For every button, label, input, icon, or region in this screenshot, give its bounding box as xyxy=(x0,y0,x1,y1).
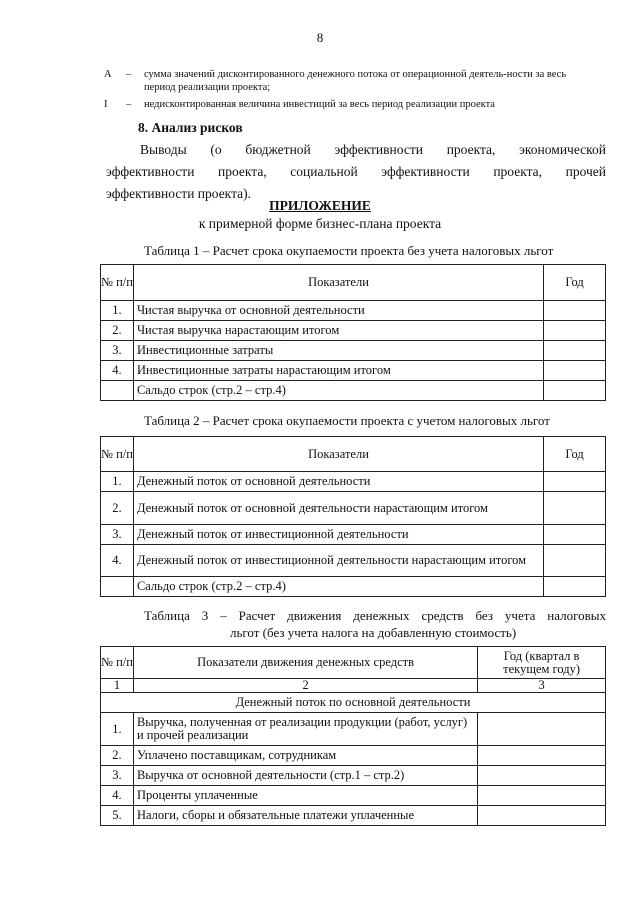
header-indicators: Показатели движения денежных средств xyxy=(133,647,477,679)
row-label: Инвестиционные затраты нарастающим итогом xyxy=(133,361,543,381)
table1-caption: Таблица 1 – Расчет срока окупаемости проекта без учета налоговых льгот xyxy=(144,243,554,258)
appendix-subtitle: к примерной форме бизнес-плана проекта xyxy=(198,216,442,231)
definition-text: сумма значений дисконтированного денежного потока от операционной деятель-ности за весь период реализации проекта; xyxy=(144,69,567,93)
header-indicators: Показатели xyxy=(133,265,543,301)
col-number: 2 xyxy=(133,679,477,693)
row-value xyxy=(544,381,606,401)
header-year: Год (квартал в текущем году) xyxy=(478,647,606,679)
table-row xyxy=(101,746,606,766)
row-num: 4. xyxy=(101,786,134,806)
row-label: Инвестиционные затраты xyxy=(133,341,543,361)
section-row xyxy=(101,693,606,713)
table-row xyxy=(101,545,606,577)
row-num: 3. xyxy=(101,341,134,361)
table-row xyxy=(101,713,606,746)
table2-caption: Таблица 2 – Расчет срока окупаемости проекта с учетом налоговых льгот xyxy=(144,413,550,428)
row-value xyxy=(478,766,606,786)
header-year: Год xyxy=(544,437,606,472)
row-value xyxy=(544,341,606,361)
row-num: 1. xyxy=(101,713,134,746)
table-row xyxy=(101,321,606,341)
row-num: 4. xyxy=(101,545,134,577)
row-label: Чистая выручка нарастающим итогом xyxy=(133,321,543,341)
row-label: Денежный поток от основной деятельности нарастающим итогом xyxy=(133,492,543,525)
row-label: Выручка от основной деятельности (стр.1 – стр.2) xyxy=(133,766,477,786)
table3-caption-line1: Таблица 3 – Расчет движения денежных средств без учета налоговых xyxy=(144,608,606,623)
row-value xyxy=(478,786,606,806)
col-number: 1 xyxy=(101,679,134,693)
row-num: 1. xyxy=(101,301,134,321)
row-label: Сальдо строк (стр.2 – стр.4) xyxy=(133,381,543,401)
definition-symbol: I xyxy=(104,99,108,110)
row-value xyxy=(544,301,606,321)
row-label: Уплачено поставщикам, сотрудникам xyxy=(133,746,477,766)
row-value xyxy=(544,525,606,545)
row-value xyxy=(478,746,606,766)
row-num: 4. xyxy=(101,361,134,381)
table-header-row xyxy=(101,265,606,301)
row-num: 2. xyxy=(101,321,134,341)
row-num: 2. xyxy=(101,746,134,766)
definition-i xyxy=(104,98,584,111)
row-value xyxy=(544,492,606,525)
definition-a xyxy=(104,68,584,94)
row-value xyxy=(544,577,606,597)
row-label: Выручка, полученная от реализации продукции (работ, услуг) и прочей реализации xyxy=(133,713,477,746)
row-label: Денежный поток от инвестиционной деятельности xyxy=(133,525,543,545)
table-row xyxy=(101,361,606,381)
conclusions-line: эффективности проекта, социальной эффективности проекта, прочей xyxy=(106,164,606,179)
row-label: Денежный поток от основной деятельности xyxy=(133,472,543,492)
definition-text: недисконтированная величина инвестиций за весь период реализации проекта xyxy=(144,99,495,110)
row-label: Проценты уплаченные xyxy=(133,786,477,806)
row-label: Чистая выручка от основной деятельности xyxy=(133,301,543,321)
table-header-row xyxy=(101,437,606,472)
page-number: 8 xyxy=(316,30,324,45)
row-num: 1. xyxy=(101,472,134,492)
table-row xyxy=(101,301,606,321)
row-value xyxy=(544,361,606,381)
row-num xyxy=(101,381,134,401)
row-value xyxy=(478,713,606,746)
conclusions-paragraph xyxy=(106,139,606,205)
table2 xyxy=(100,436,606,597)
row-num xyxy=(101,577,134,597)
header-num: № п/п xyxy=(101,265,134,301)
col-number: 3 xyxy=(478,679,606,693)
table3-caption-line2: льгот (без учета налога на добавленную стоимость) xyxy=(230,625,517,640)
row-value xyxy=(544,472,606,492)
table1 xyxy=(100,264,606,401)
table-row xyxy=(101,341,606,361)
table-header-row xyxy=(101,647,606,679)
row-label: Сальдо строк (стр.2 – стр.4) xyxy=(133,577,543,597)
header-num: № п/п xyxy=(101,647,134,679)
header-year: Год xyxy=(544,265,606,301)
table-row xyxy=(101,472,606,492)
row-label: Налоги, сборы и обязательные платежи уплаченные xyxy=(133,806,477,826)
table-row xyxy=(101,577,606,597)
definition-dash: – xyxy=(126,99,132,110)
definition-dash: – xyxy=(126,69,132,80)
row-num: 2. xyxy=(101,492,134,525)
table-row xyxy=(101,492,606,525)
appendix-title: ПРИЛОЖЕНИЕ xyxy=(269,198,371,213)
row-num: 5. xyxy=(101,806,134,826)
column-number-row xyxy=(101,679,606,693)
table-row xyxy=(101,786,606,806)
row-value xyxy=(544,321,606,341)
row-value xyxy=(544,545,606,577)
conclusions-line: эффективности проекта). xyxy=(106,186,251,201)
section-title: Денежный поток по основной деятельности xyxy=(101,693,606,713)
table-row xyxy=(101,766,606,786)
row-num: 3. xyxy=(101,766,134,786)
table-row xyxy=(101,525,606,545)
table3 xyxy=(100,646,606,826)
definition-symbol: А xyxy=(104,69,112,80)
row-value xyxy=(478,806,606,826)
table-row xyxy=(101,806,606,826)
row-label: Денежный поток от инвестиционной деятельности нарастающим итогом xyxy=(133,545,543,577)
table-row xyxy=(101,381,606,401)
conclusions-line: Выводы (о бюджетной эффективности проекта, экономической xyxy=(140,142,606,157)
row-num: 3. xyxy=(101,525,134,545)
header-indicators: Показатели xyxy=(133,437,543,472)
header-num: № п/п xyxy=(101,437,134,472)
section-heading: 8. Анализ рисков xyxy=(138,120,243,135)
